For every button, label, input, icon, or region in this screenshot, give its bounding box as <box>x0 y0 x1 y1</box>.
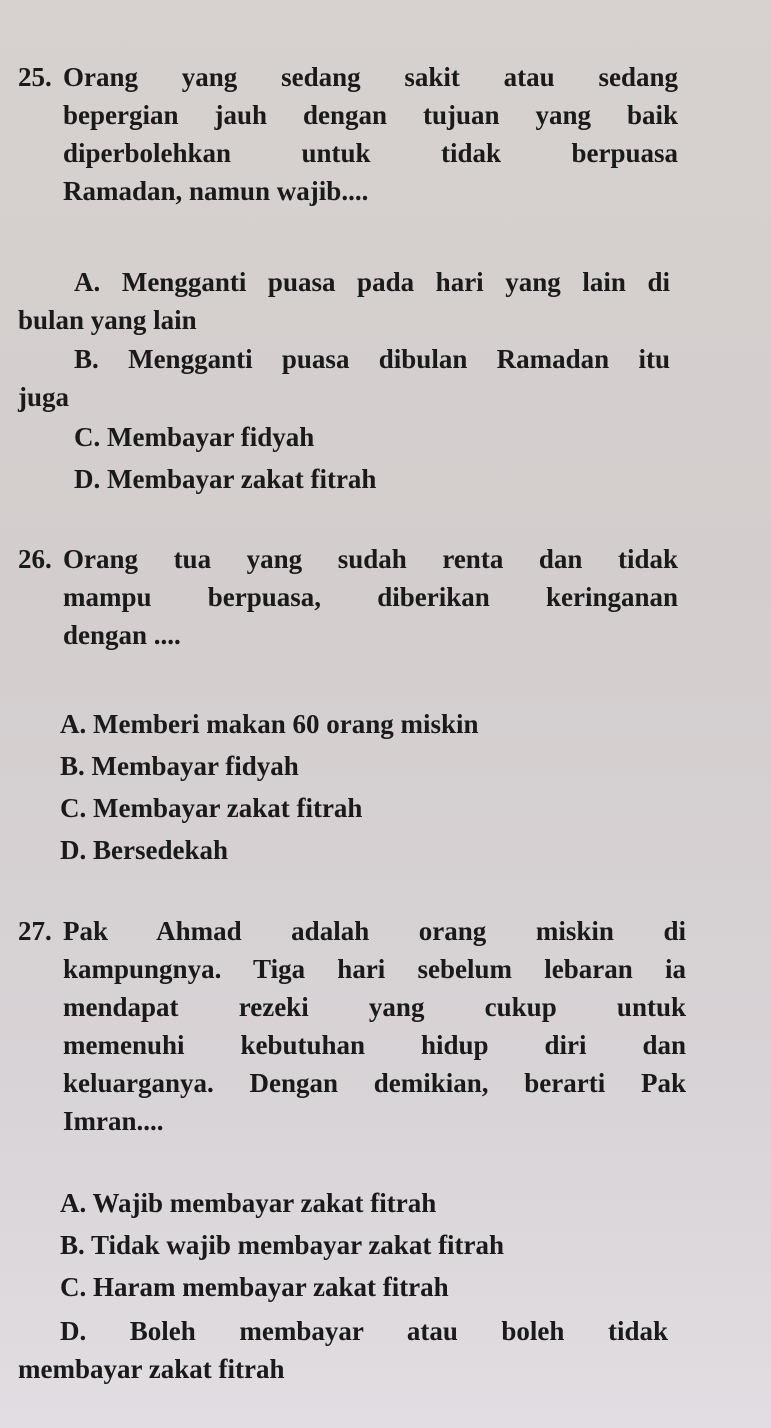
option-letter: D. <box>74 464 101 494</box>
option-letter: D. <box>60 1316 87 1346</box>
question-26-option-b[interactable] <box>60 747 660 785</box>
option-letter: A. <box>60 1188 87 1218</box>
option-letter: C. <box>74 422 101 452</box>
option-text-1: Boleh membayar atau boleh tidak <box>129 1316 668 1346</box>
question-25-number: 25. <box>18 62 52 92</box>
question-25-stem-2: bepergian jauh dengan tujuan yang baik <box>63 100 678 130</box>
question-27-stem-5: keluarganya. Dengan demikian, berarti Pak <box>63 1068 686 1098</box>
option-text-2: bulan yang lain <box>18 305 197 335</box>
question-27-line-1 <box>18 912 686 950</box>
question-25 <box>18 58 678 210</box>
option-text-1: Mengganti puasa pada hari yang lain di <box>121 267 670 297</box>
question-26-stem-2: mampu berpuasa, diberikan keringanan <box>63 582 678 612</box>
question-27-option-d[interactable] <box>18 1312 668 1388</box>
option-text-1: Membayar fidyah <box>91 751 299 781</box>
question-27-option-b[interactable] <box>60 1226 660 1264</box>
option-text-2: juga <box>18 382 70 412</box>
option-letter: C. <box>60 793 87 823</box>
option-text-1: Membayar zakat fitrah <box>107 464 377 494</box>
question-25-stem-4: Ramadan, namun wajib.... <box>63 176 369 206</box>
question-26-option-a[interactable] <box>60 705 660 743</box>
question-26 <box>18 540 678 654</box>
option-text-1: Haram membayar zakat fitrah <box>93 1272 449 1302</box>
question-26-option-d[interactable] <box>60 831 660 869</box>
question-26-option-c[interactable] <box>60 789 660 827</box>
option-text-1: Bersedekah <box>93 835 228 865</box>
question-27-stem-3: mendapat rezeki yang cukup untuk <box>63 992 686 1022</box>
question-25-option-d[interactable] <box>74 460 674 498</box>
question-26-stem-3: dengan .... <box>63 620 181 650</box>
question-27-stem-6: Imran.... <box>63 1106 164 1136</box>
option-letter: B. <box>60 1230 85 1260</box>
question-25-option-b[interactable] <box>18 340 670 416</box>
option-text-1: Memberi makan 60 orang miskin <box>93 709 479 739</box>
question-27-stem-1: Pak Ahmad adalah orang miskin di <box>63 916 686 946</box>
question-25-line-1 <box>18 58 678 96</box>
question-27-number: 27. <box>18 916 52 946</box>
question-25-option-c[interactable] <box>74 418 674 456</box>
option-text-1: Membayar fidyah <box>107 422 315 452</box>
option-letter: A. <box>60 709 87 739</box>
question-26-stem-1: Orang tua yang sudah renta dan tidak <box>63 544 678 574</box>
option-text-1: Membayar zakat fitrah <box>93 793 363 823</box>
option-letter: B. <box>60 751 85 781</box>
option-text-1: Mengganti puasa dibulan Ramadan itu <box>128 344 670 374</box>
option-letter: A. <box>74 267 101 297</box>
option-letter: B. <box>74 344 99 374</box>
question-25-stem-3: diperbolehkan untuk tidak berpuasa <box>63 138 678 168</box>
question-27-stem-2: kampungnya. Tiga hari sebelum lebaran ia <box>63 954 686 984</box>
option-letter: D. <box>60 835 87 865</box>
question-27-stem-4: memenuhi kebutuhan hidup diri dan <box>63 1030 686 1060</box>
question-25-option-a[interactable] <box>18 263 670 339</box>
option-text-1: Tidak wajib membayar zakat fitrah <box>91 1230 505 1260</box>
option-text-1: Wajib membayar zakat fitrah <box>92 1188 437 1218</box>
option-letter: C. <box>60 1272 87 1302</box>
question-25-stem-1: Orang yang sedang sakit atau sedang <box>63 62 678 92</box>
option-text-2: membayar zakat fitrah <box>18 1354 285 1384</box>
question-27-option-c[interactable] <box>60 1268 660 1306</box>
question-26-line-1 <box>18 540 678 578</box>
question-27-option-a[interactable] <box>60 1184 660 1222</box>
question-26-number: 26. <box>18 544 52 574</box>
question-27 <box>18 912 686 1140</box>
